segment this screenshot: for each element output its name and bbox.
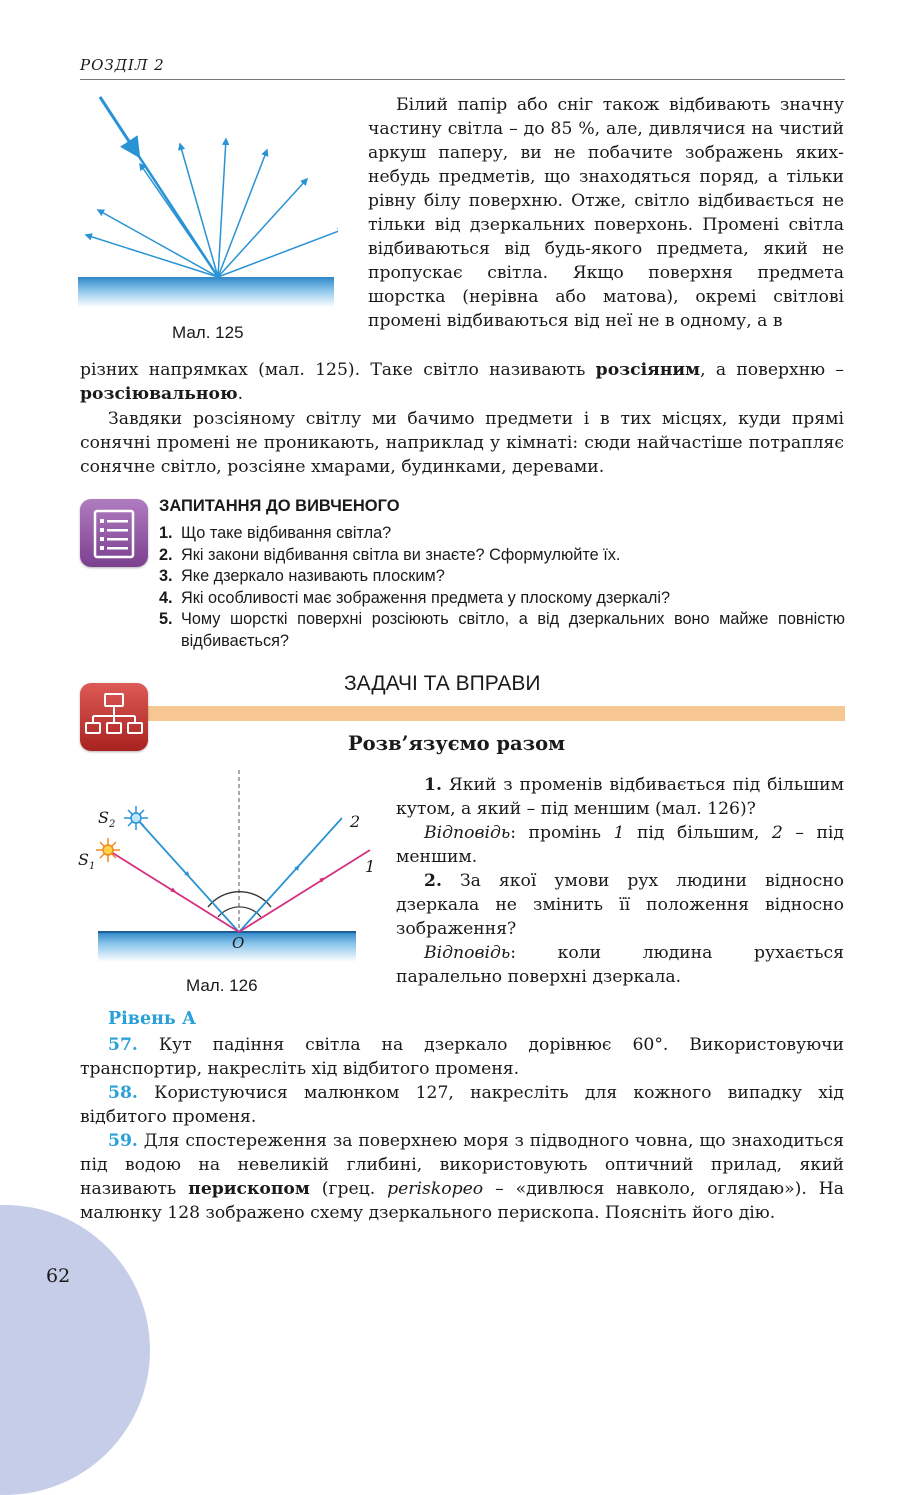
question-item <box>159 545 845 567</box>
incident-ray-arrow <box>100 97 138 155</box>
mirror-surface <box>98 932 356 962</box>
figure-125 <box>78 92 338 317</box>
label-ray-2: 2 <box>350 812 361 831</box>
tasks-title: ЗАДАЧІ ТА ВПРАВИ <box>344 672 541 695</box>
solved-examples <box>396 773 844 989</box>
section-header: РОЗДІЛ 2 <box>80 56 165 74</box>
question-text: Які особливості має зображення предмета у плоскому дзеркалі? <box>181 588 671 607</box>
incident-ray-2 <box>136 818 239 932</box>
paragraph-1-continuation <box>80 358 844 406</box>
paragraph-1-text: різних напрямках (мал. 125). Таке світло називають <box>80 360 586 380</box>
question-text: Що таке відбивання світла? <box>181 524 392 542</box>
exercises <box>80 1033 844 1225</box>
question-number: 3. <box>159 567 173 585</box>
rough-surface <box>78 277 334 307</box>
light-source-s1-icon <box>96 838 120 862</box>
figure-126 <box>78 766 378 966</box>
term-scattering: розсіювальною <box>80 384 238 404</box>
hierarchy-icon <box>80 683 148 751</box>
checklist-icon <box>80 499 148 567</box>
paragraph-2: Завдяки розсіяному світлу ми бачимо предмети і в тих місцях, куди прямі сонячні промені не проникають, наприклад у кімнаті: сюди найчастіше потрапляє сонячне світло, розсіяне хмарами, будинками, деревами. <box>80 409 844 477</box>
solved-answer-1: Відповідь: промінь 1 під більшим, 2 – під меншим. <box>396 823 845 867</box>
question-number: 1. <box>159 524 173 542</box>
question-item <box>159 523 845 545</box>
corner-decoration <box>0 1205 150 1495</box>
incident-ray-1 <box>108 850 239 932</box>
solved-together-title: Розв’язуємо разом <box>348 732 566 755</box>
label-s2: $S_2$ <box>98 808 116 831</box>
reflected-ray-2 <box>239 818 342 932</box>
question-item <box>159 609 845 652</box>
task-58: 58. Користуючися малюнком 127, накресліть для кожного випадку хід відбитого променя. <box>80 1083 844 1127</box>
question-number: 4. <box>159 588 173 607</box>
figure-125-caption: Мал. 125 <box>172 323 244 342</box>
question-text: Яке дзеркало називають плоским? <box>181 567 445 585</box>
level-a-heading: Рівень А <box>108 1009 197 1029</box>
diffuse-reflection-diagram <box>78 92 338 317</box>
tasks-band <box>145 706 845 721</box>
solved-question-2: 2. За якої умови рух людини відносно дзеркала не змінить її положення відносно зображення? <box>396 871 844 939</box>
question-item <box>159 566 845 588</box>
question-item <box>159 588 845 610</box>
reflected-ray-1 <box>239 850 370 932</box>
page-number: 62 <box>46 1265 71 1287</box>
questions-icon <box>80 499 148 567</box>
label-ray-1: 1 <box>365 857 376 876</box>
paragraph-1-column: Білий папір або сніг також відбивають значну частину світла – до 85 %, але, дивлячися на чистий аркуш паперу, ви не побачите зображень яких-небудь предметів, що знаходяться поряд, а тільки рівну білу поверхню. Отже, світло відбивається не тільки від дзеркальних поверхонь. Промені світла відбиваються від будь-якого предмета, який не пропускає світла. Якщо поверхня предмета шорстка (нерівна або матова), окремі світлові промені відбиваються від неї не в одному, а в <box>368 95 844 331</box>
question-number: 5. <box>159 610 173 628</box>
questions-list <box>159 523 845 652</box>
paragraph-1-end: . <box>237 384 244 404</box>
question-text: Чому шорсткі поверхні розсіюють світло, а від дзеркальних воно майже повністю відбивається? <box>181 610 845 650</box>
tasks-icon <box>80 683 148 751</box>
solved-answer-2: Відповідь: коли людина рухається паралельно поверхні дзеркала. <box>396 943 844 987</box>
solved-question-1: 1. Який з променів відбивається під більшим кутом, а який – під меншим (мал. 126)? <box>396 775 844 819</box>
questions-title: ЗАПИТАННЯ ДО ВИВЧЕНОГО <box>159 497 400 515</box>
scattered-rays <box>86 139 338 277</box>
label-s1: $S_1$ <box>78 850 96 873</box>
figure-126-caption: Мал. 126 <box>186 976 258 995</box>
question-number: 2. <box>159 545 173 564</box>
question-text: Які закони відбивання світла ви знаєте? Сформулюйте їх. <box>181 545 621 564</box>
task-59: 59. Для спостереження за поверхнею моря з підводного човна, що знаходиться під водою на невеликій глибині, використовують оптичний прилад, який називають перископом (грец. periskopeo – «дивлюся навколо, оглядаю»). На малюнку 128 зображено схему дзеркального перископа. Поясніть його дію. <box>80 1131 844 1223</box>
header-rule <box>80 79 845 80</box>
term-scattered: розсіяним <box>595 360 701 380</box>
reflection-angles-diagram <box>78 766 378 966</box>
paragraph-1-text-b: , а поверхню – <box>700 360 844 380</box>
task-57: 57. Кут падіння світла на дзеркало дорівнює 60°. Використовуючи транспортир, накресліть хід відбитого променя. <box>80 1035 844 1079</box>
label-point-o: O <box>232 934 245 952</box>
